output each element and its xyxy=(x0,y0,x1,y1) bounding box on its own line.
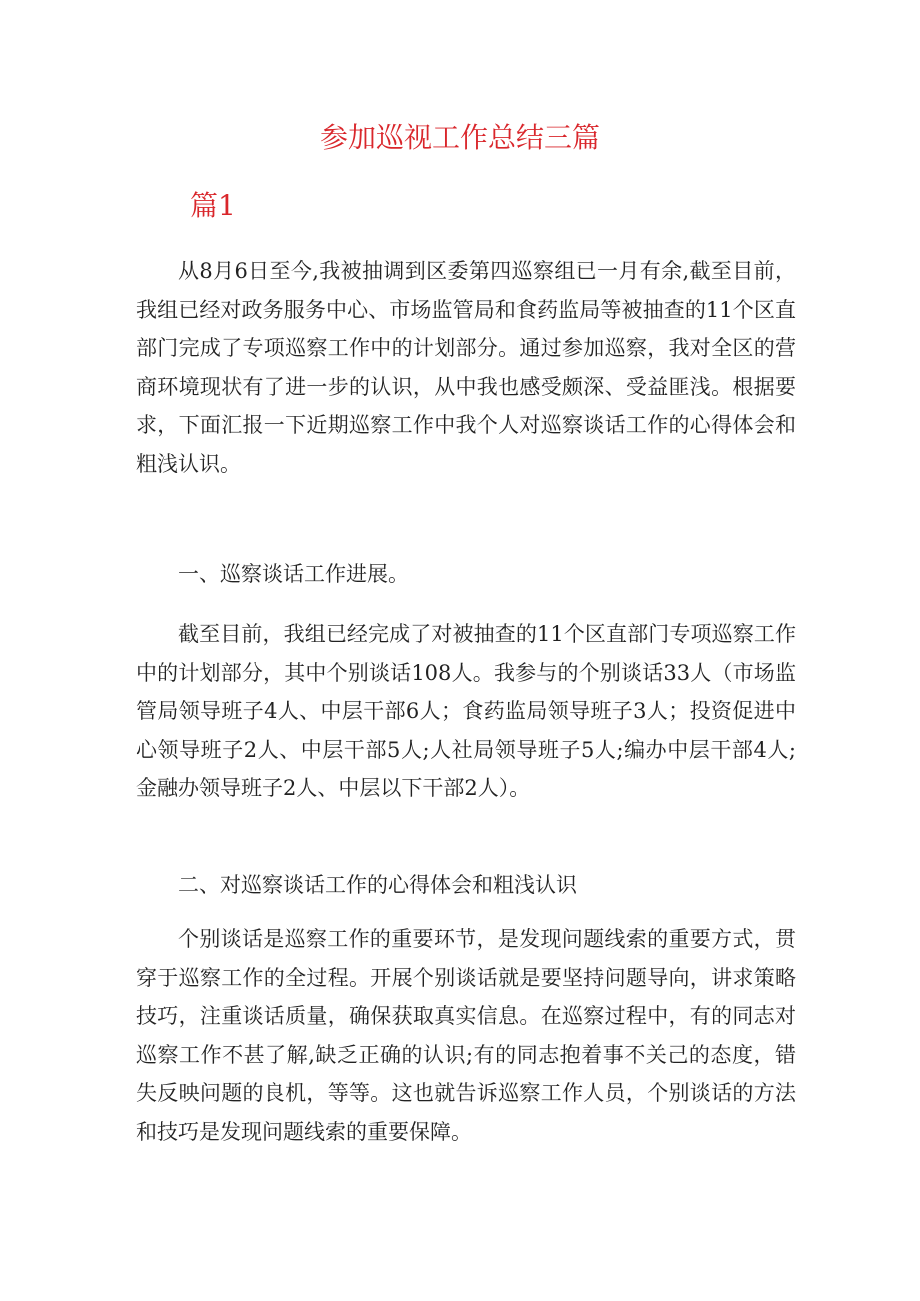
paragraph-progress: 截至目前，我组已经完成了对被抽查的11个区直部门专项巡察工作中的计划部分，其中个别谈话108人。我参与的个别谈话33人（市场监管局领导班子4人、中层干部6人；食药监局领导班子3人；投资促进中心领导班子2人、中层干部5人;人社局领导班子5人;编办中层干部4人;金融办领导班子2人、中层以下干部2人）。 xyxy=(136,622,796,801)
document-title: 参加巡视工作总结三篇 xyxy=(319,121,600,154)
paragraph-insights: 个别谈话是巡察工作的重要环节，是发现问题线索的重要方式，贯穿于巡察工作的全过程。开展个别谈话就是要坚持问题导向，讲求策略技巧，注重谈话质量，确保获取真实信息。在巡察过程中，有的同志对巡察工作不甚了解,缺乏正确的认识;有的同志抱着事不关己的态度，错失反映问题的良机，等等。这也就告诉巡察工作人员，个别谈话的方法和技巧是发现问题线索的重要保障。 xyxy=(136,927,796,1144)
section-label: 篇1 xyxy=(190,189,236,222)
heading-progress: 一、巡察谈话工作进展。 xyxy=(178,562,409,586)
paragraph-intro: 从8月6日至今,我被抽调到区委第四巡察组已一月有余,截至目前，我组已经对政务服务中心、市场监管局和食药监局等被抽查的11个区直部门完成了专项巡察工作中的计划部分。通过参加巡察，我对全区的营商环境现状有了进一步的认识，从中我也感受颇深、受益匪浅。根据要求，下面汇报一下近期巡察工作中我个人对巡察谈话工作的心得体会和粗浅认识。 xyxy=(136,259,796,476)
heading-insights: 二、对巡察谈话工作的心得体会和粗浅认识 xyxy=(178,873,577,897)
